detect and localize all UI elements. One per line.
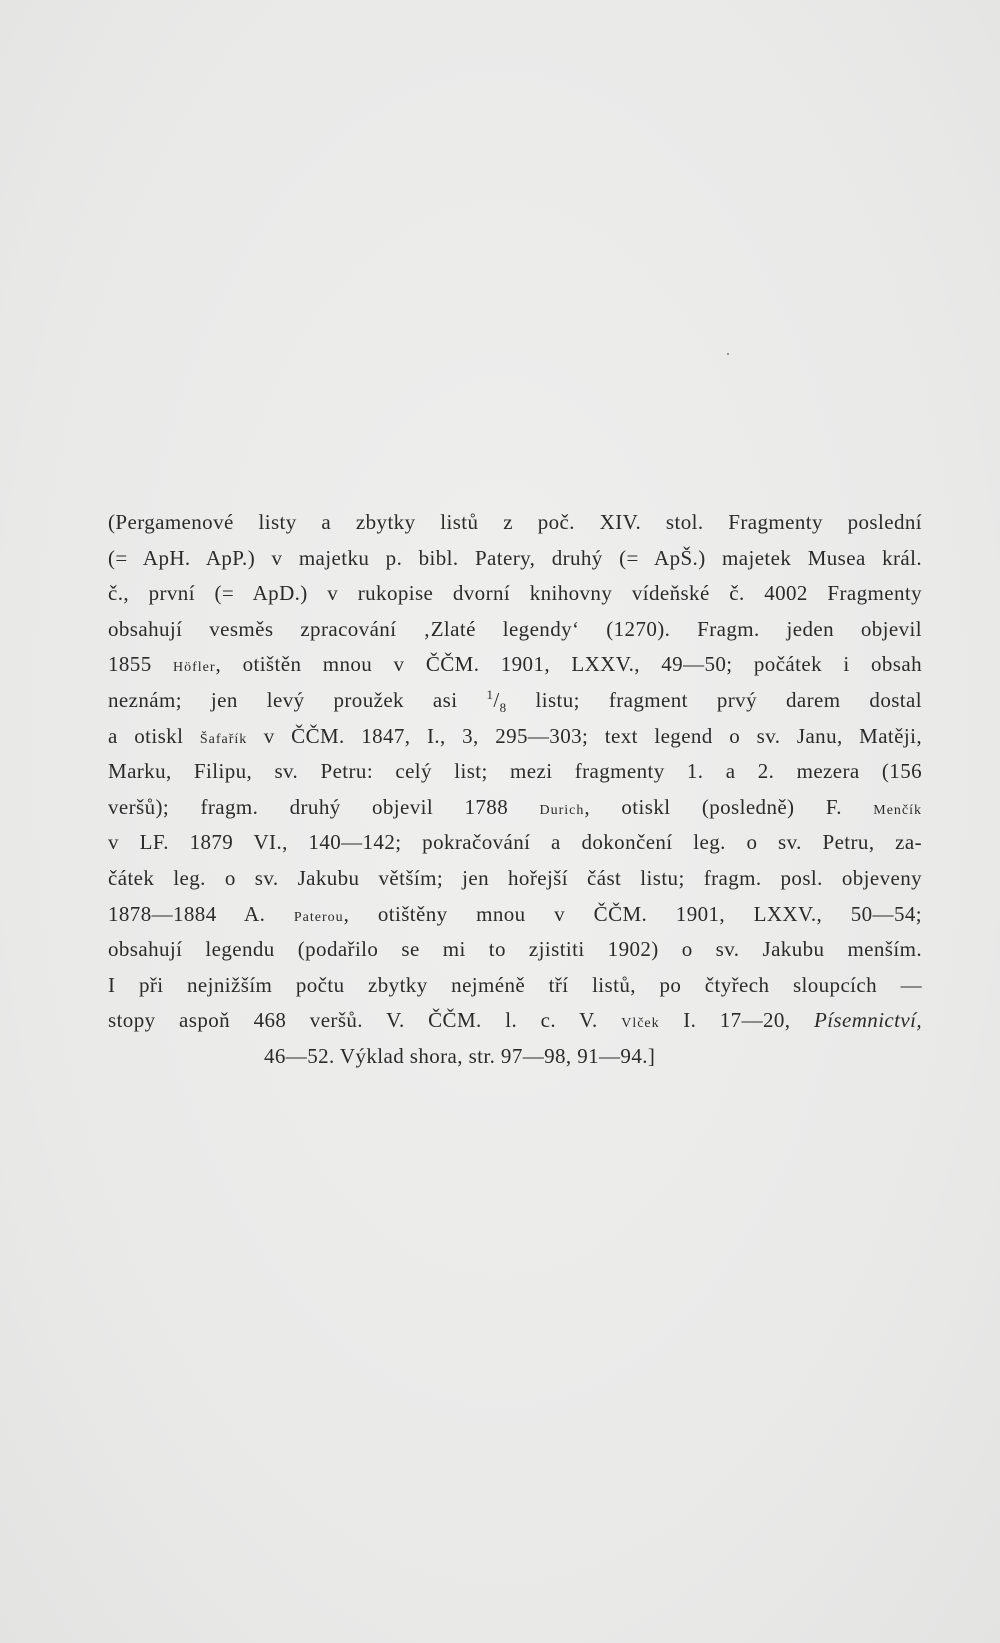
cited-title: Písemnictví, [813, 1008, 922, 1033]
text-line [108, 754, 922, 790]
text-run: v ČČM. 1847, I., 3, 295—303; text legend o sv. Janu, Matěji, [247, 723, 922, 748]
text-line [108, 825, 922, 861]
text-line [108, 612, 922, 648]
author-name: Menčík [873, 802, 923, 818]
paper-speck [727, 353, 729, 355]
text-run: 1878—1884 A. [108, 901, 294, 926]
author-name: Höfler [172, 660, 216, 676]
text-line [108, 719, 922, 755]
text-run: , otiskl (posledně) F. [584, 794, 874, 819]
text-line [108, 541, 922, 577]
text-run: č., první (= ApD.) v rukopise dvorní knihovny vídeňské č. 4002 Fragmenty [108, 581, 922, 606]
text-run: listu; fragment prvý darem dostal [506, 687, 922, 712]
text-run: obsahují vesměs zpracování ‚Zlaté legendy‘ (1270). Fragm. jeden objevil [108, 616, 922, 641]
text-run: I. 17—20, [659, 1008, 814, 1033]
text-line [108, 1003, 922, 1039]
text-line [108, 897, 922, 933]
text-line [108, 968, 922, 1004]
text-run: (Pergamenové listy a zbytky listů z poč. XIV. stol. Fragmenty poslední [108, 510, 922, 534]
bibliographic-note [108, 505, 922, 1075]
text-run: 1855 [108, 652, 173, 677]
text-line [108, 1039, 922, 1075]
text-line [108, 505, 922, 541]
text-run: neznám; jen levý proužek asi [108, 687, 487, 712]
text-run: veršů); fragm. druhý objevil 1788 [108, 794, 540, 819]
text-run: stopy aspoň 468 veršů. V. ČČM. l. c. V. [108, 1008, 622, 1033]
fraction: $^1/_8$ [486, 686, 507, 716]
text-run: Marku, Filipu, sv. Petru: celý list; mezi fragmenty 1. a 2. mezera (156 [108, 759, 922, 784]
author-name: Vlček [621, 1016, 660, 1032]
text-run: a otiskl [108, 723, 200, 748]
text-run: čátek leg. o sv. Jakubu větším; jen hořejší část listu; fragm. posl. objeveny [108, 865, 922, 890]
text-run: (= ApH. ApP.) v majetku p. bibl. Patery, druhý (= ApŠ.) majetek Musea král. [108, 545, 922, 570]
text-run: , otištěn mnou v ČČM. 1901, LXXV., 49—50; počátek i obsah [215, 652, 922, 677]
text-run: 46—52. Výklad shora, str. 97—98, 91—94.] [264, 1043, 656, 1068]
text-run: I při nejnižším počtu zbytky nejméně tří listů, po čtyřech sloupcích — [108, 972, 922, 997]
text-line [108, 932, 922, 968]
author-name: Šafařík [199, 731, 248, 747]
text-line [108, 861, 922, 897]
author-name: Durich [539, 802, 585, 818]
text-line [108, 790, 922, 826]
text-line [108, 647, 922, 683]
author-name: Paterou [293, 909, 344, 925]
text-line [108, 576, 922, 612]
text-run: , otištěny mnou v ČČM. 1901, LXXV., 50—54; [343, 901, 922, 926]
text-run: obsahují legendu (podařilo se mi to zjistiti 1902) o sv. Jakubu menším. [108, 937, 922, 962]
text-line [108, 683, 922, 719]
text-run: v LF. 1879 VI., 140—142; pokračování a dokončení leg. o sv. Petru, za- [108, 830, 922, 855]
